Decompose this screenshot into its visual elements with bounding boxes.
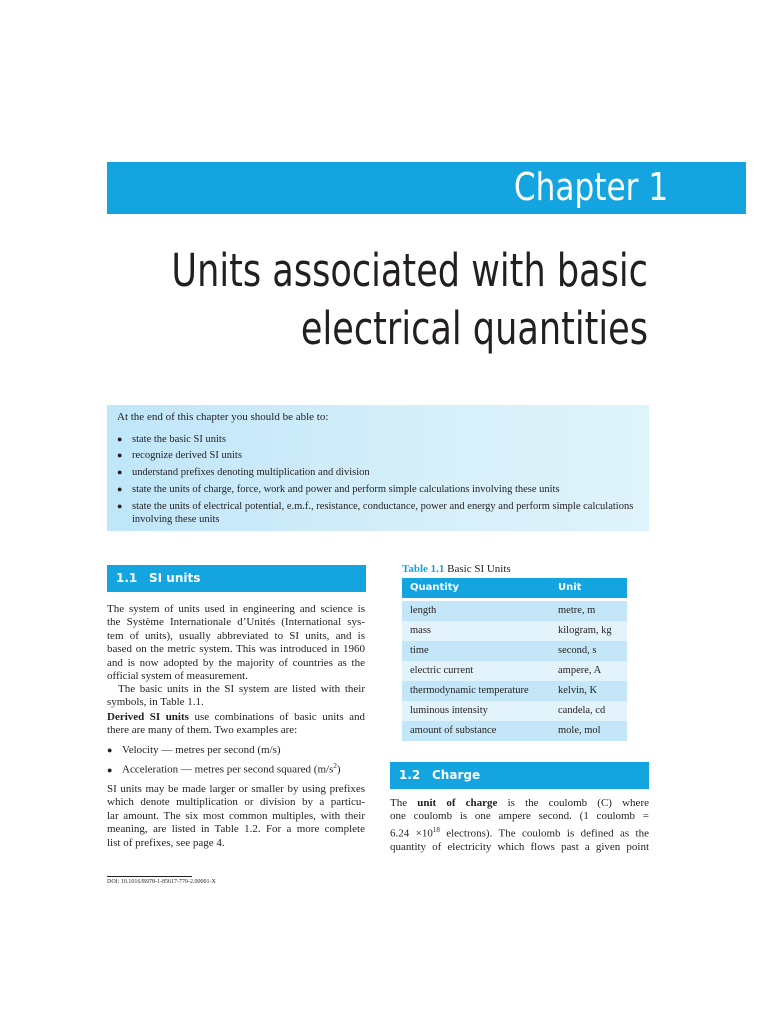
- table-row: electric current ampere, A: [402, 661, 627, 681]
- table-row: amount of substance mole, mol: [402, 721, 627, 741]
- table-row: luminous intensity candela, cd: [402, 701, 627, 721]
- table-row: thermodynamic temperature kelvin, K: [402, 681, 627, 701]
- chapter-label: Chapter 1: [513, 165, 668, 209]
- si-units-paragraph-2: The basic units in the SI system are listed with their symbols, in Table 1.1.: [107, 683, 365, 709]
- bullet-icon: ●: [117, 450, 123, 460]
- bullet-icon: ●: [107, 745, 113, 755]
- footer-doi: DOI: 10.1016/B978-1-85617-770-2.00001-X: [107, 879, 216, 885]
- chapter-title-line-2: electrical quantities: [300, 302, 648, 355]
- table-row: mass kilogram, kg: [402, 621, 627, 641]
- table-row: length metre, m: [402, 601, 627, 621]
- section-1-1-heading: 1.1 SI units: [116, 571, 201, 585]
- objectives-intro: At the end of this chapter you should be able to:: [117, 411, 329, 423]
- si-units-paragraph-1: The system of units used in engineering and science is the Système Internationale d’Unités (International sys- tem of units), usually abbreviated to SI units, and is based on the metric system. This was introduced in 1960 and is now adopted by the majority of countries as the official system of measurement.: [107, 603, 365, 683]
- bullet-icon: ●: [117, 484, 123, 494]
- table-header-row: Quantity Unit: [402, 578, 627, 598]
- footer-rule: [107, 876, 192, 877]
- objective-item: ● recognize derived SI units: [117, 450, 242, 461]
- si-units-paragraph-3: Derived SI units use combinations of basic units and there are many of them. Two examples are:: [107, 711, 365, 737]
- charge-paragraph: The unit of charge is the coulomb (C) where one coulomb is one ampere second. (1 coulomb = $6.24 \times 10^{18}$ electrons). The coulomb is defined as the quantity of electricity which flows past a given point: [390, 797, 649, 853]
- bullet-icon: ●: [117, 501, 123, 511]
- bullet-icon: ●: [117, 434, 123, 444]
- bullet-icon: ●: [107, 764, 113, 775]
- objective-item: ● state the units of charge, force, work and power and perform simple calculations involving these units: [117, 484, 560, 495]
- section-1-2-heading: 1.2 Charge: [399, 768, 481, 782]
- si-units-paragraph-4: SI units may be made larger or smaller by using prefixes which denote multiplication or division by a particu- lar amount. The six most common multiples, with their meaning, are listed in Table 1.2. For a more complete list of prefixes, see page 4.: [107, 783, 365, 849]
- objective-item: ● state the units of electrical potential, e.m.f., resistance, conductance, power and energy and perform simple calculations involving these units: [117, 501, 634, 525]
- objective-item: ● understand prefixes denoting multiplication and division: [117, 467, 370, 478]
- acceleration-bullet: ● Acceleration — metres per second squared $(m/s^2)$: [107, 762, 341, 776]
- velocity-bullet: ● Velocity — metres per second (m/s): [107, 744, 281, 756]
- table-row: time second, s: [402, 641, 627, 661]
- chapter-title-line-1: Units associated with basic: [171, 244, 648, 297]
- bullet-icon: ●: [117, 467, 123, 477]
- table-1-1-caption: Table 1.1 Basic SI Units: [402, 563, 511, 575]
- objective-item: ● state the basic SI units: [117, 434, 226, 445]
